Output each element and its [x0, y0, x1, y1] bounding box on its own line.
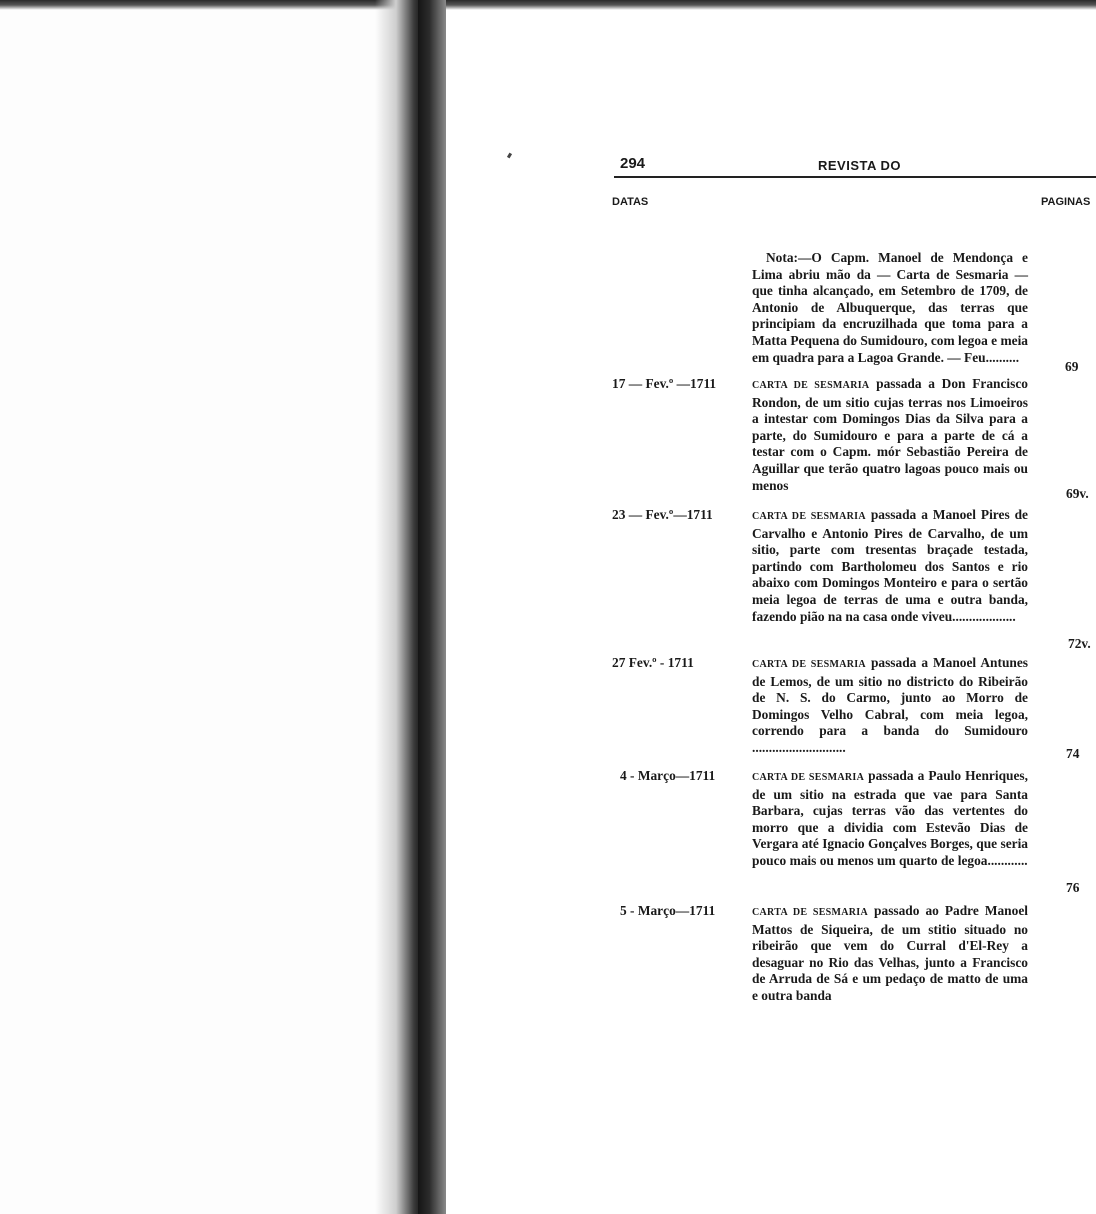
entry-page-number: 76: [1066, 880, 1080, 895]
entry-date: 23 — Fev.º—1711: [612, 507, 713, 522]
entry-lead: CARTA DE SESMARIA: [752, 380, 870, 391]
column-header-pages: PAGINAS: [1041, 196, 1091, 208]
entry-page-number: 69: [1065, 359, 1079, 374]
entry-text: [752, 768, 1028, 870]
entry-text: [752, 507, 1028, 625]
entry-body: passada a Paulo Henriques, de um sitio na estrada que vae para Santa Barbara, cujas terras vão das vertentes do morro que a dividia com Estevão Dias de Vergara até Ignacio Gonçalves Borges, que seria pouco mais ou menos um quarto de legoa............: [752, 768, 1028, 868]
entry-date: 4 - Março—1711: [620, 768, 716, 783]
page-number: 294: [620, 155, 646, 172]
entry-text: [752, 655, 1028, 757]
entry-text: [752, 376, 1028, 494]
entry-lead: CARTA DE SESMARIA: [752, 772, 865, 783]
entry-body: passada a Manoel Antunes de Lemos, de um sitio no districto do Ribeirão de N. S. do Carmo, junto ao Morro de Domingos Velho Cabral, com meia legoa, correndo para a banda do Sumidouro ............................: [752, 655, 1028, 755]
entry-lead: CARTA DE SESMARIA: [752, 659, 866, 670]
entry-body: passado ao Padre Manoel Mattos de Siqueira, de um stitio situado no ribeirão que vem do Curral d'El-Rey a desaguar no Rio das Velhas, junto a Francisco de Arruda de Sá e um pedaço de matto de uma e outra banda: [752, 903, 1028, 1003]
entry-body: Nota:—O Capm. Manoel de Mendonça e Lima abriu mão da — Carta de Sesmaria — que tinha alcançado, em Setembro de 1709, de Antonio de Albuquerque, das terras que principiam da encruzilhada que toma para a Matta Pequena do Sumidouro, com legoa e meia em quadra para a Lagoa Grande. — Feu..........: [752, 250, 1028, 365]
entry-date: 5 - Março—1711: [620, 903, 716, 918]
scan-edge: [0, 0, 1096, 10]
entry-lead: CARTA DE SESMARIA: [752, 907, 869, 918]
running-head: REVISTA DO: [818, 158, 902, 173]
entry-text: [752, 903, 1028, 1005]
entry-page-number: 72v.: [1068, 636, 1091, 651]
header-rule: [614, 176, 1096, 178]
book-spine: [418, 0, 446, 1214]
entry-lead: CARTA DE SESMARIA: [752, 511, 866, 522]
entry-date: 27 Fev.º - 1711: [612, 655, 694, 670]
entry-body: passada a Manoel Pires de Carvalho e Antonio Pires de Carvalho, de um sitio, parte com tresentas braçade testada, partindo com Bartholomeu dos Santos e rio abaixo com Domingos Monteiro e para o sertão meia legoa de terras de uma e outra banda, fazendo pião na na casa onde viveu...................: [752, 507, 1028, 624]
entry-page-number: 74: [1066, 746, 1080, 761]
entry-date: 17 — Fev.º —1711: [612, 376, 717, 391]
entry-page-number: 69v.: [1066, 486, 1089, 501]
left-page-blank: [0, 10, 420, 1214]
entry-body: passada a Don Francisco Rondon, de um sitio cujas terras nos Limoeiros a intestar com Domingos Dias da Silva para a parte, do Sumidouro e para a parte de cá a testar com o Capm. mór Sebastião Pereira de Aguillar que terão quatro lagoas pouco mais ou menos: [752, 376, 1028, 493]
entry-note-text: [752, 250, 1028, 366]
column-header-dates: DATAS: [612, 196, 649, 208]
